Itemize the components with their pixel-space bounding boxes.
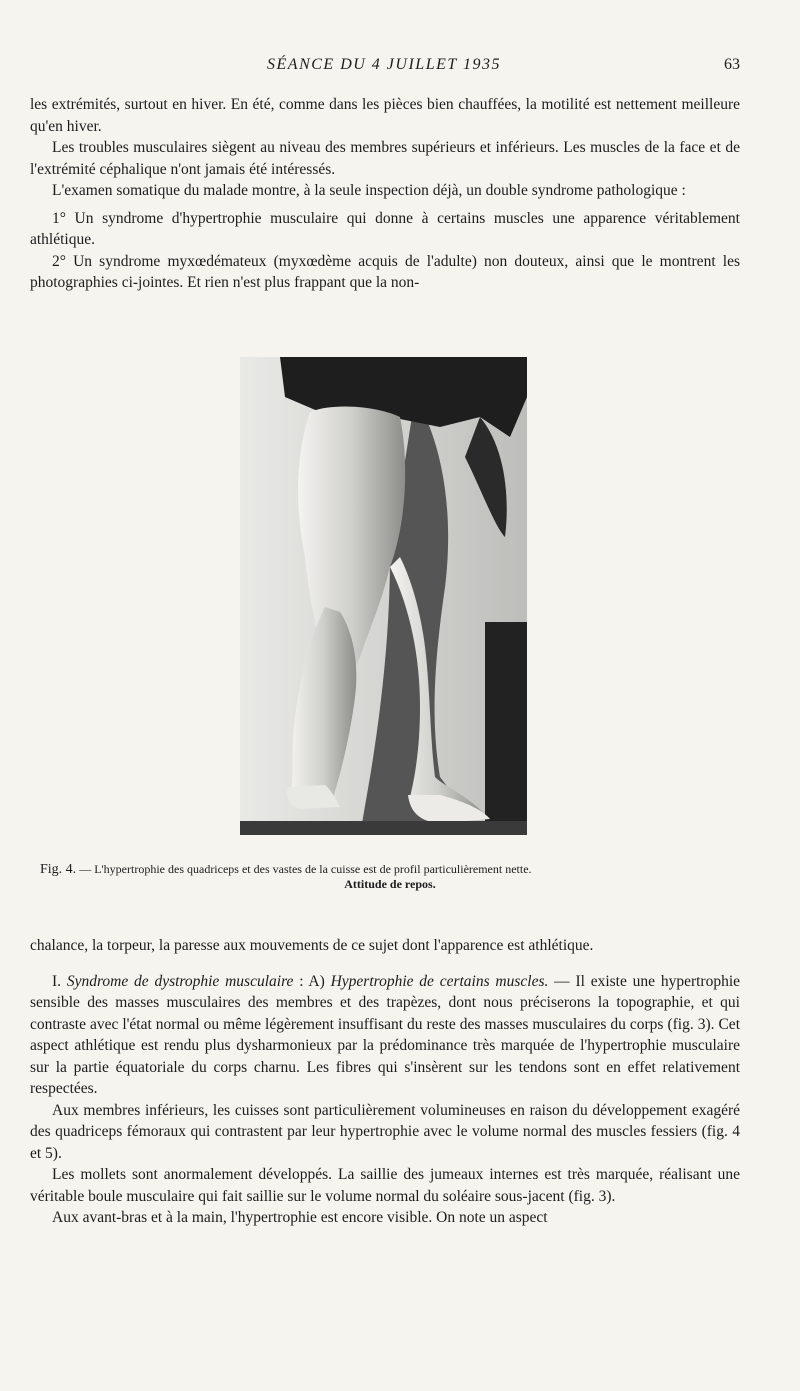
caption-line-2: Attitude de repos. [344, 877, 436, 891]
caption-text: — L'hypertrophie des quadriceps et des vastes de la cuisse est de profil particulièrement nette. [79, 862, 532, 876]
subsection-title: Hypertrophie de certains muscles. [330, 972, 549, 990]
caption-line-1 [40, 862, 740, 877]
section-title: Syndrome de dystrophie musculaire [66, 972, 294, 990]
page-number: 63 [724, 56, 740, 73]
bottom-text-block [30, 935, 740, 1229]
figure-label: Fig. 4. [40, 862, 77, 877]
leg-photograph [240, 357, 527, 835]
section-paragraph [30, 971, 740, 1100]
paragraph: chalance, la torpeur, la paresse aux mouvements de ce sujet dont l'apparence est athlétique. [30, 937, 594, 954]
paragraph: Aux avant-bras et à la main, l'hypertrophie est encore visible. On note un aspect [52, 1209, 548, 1226]
figure-caption [40, 862, 740, 892]
paragraph: Les troubles musculaires siègent au niveau des membres supérieurs et inférieurs. Les muscles de la face et de l'extrémité céphalique n'ont jamais été intéressés. [30, 139, 740, 178]
paragraph: Les mollets sont anormalement développés. La saillie des jumeaux internes est très marquée, réalisant une véritable boule musculaire qui fait saillie sur le volume normal du soléaire sous-jacent (fig. 3). [30, 1166, 740, 1205]
photo-image [240, 357, 527, 835]
page-header [28, 56, 740, 80]
section-separator: : A) [293, 972, 331, 990]
paragraph: L'examen somatique du malade montre, à la seule inspection déjà, un double syndrome pathologique : [52, 182, 686, 199]
paragraph: 1° Un syndrome d'hypertrophie musculaire qui donne à certains muscles une apparence véritablement athlétique. [30, 209, 740, 248]
paragraph: 2° Un syndrome myxœdémateux (myxœdème acquis de l'adulte) non douteux, ainsi que le montrent les photographies ci-jointes. Et rien n'est plus frappant que la non- [30, 252, 740, 291]
section-text: — Il existe une hypertrophie sensible des masses musculaires des membres et des trapèzes, dont nous préciserons la topographie, et qui contraste avec l'état normal ou même légèrement insuffisant du reste des masses musculaires du corps (fig. 3). Cet aspect athlétique est rendu plus dysharmonieux par la prédominance très marquée de l'hypertrophie musculaire sur la partie équatoriale du corps charnu. Les fibres qui s'insèrent sur les tendons sont en effet relativement respectées. [30, 972, 741, 1097]
running-title: SÉANCE DU 4 JUILLET 1935 [267, 56, 501, 73]
top-text-block [30, 94, 740, 294]
paragraph: Aux membres inférieurs, les cuisses sont particulièrement volumineuses en raison du développement exagéré des quadriceps fémoraux qui contrastent par leur hypertrophie avec le volume normal des muscles fessiers (fig. 4 et 5). [30, 1101, 740, 1162]
section-number: I. [52, 972, 62, 990]
paragraph: les extrémités, surtout en hiver. En été, comme dans les pièces bien chauffées, la motilité est nettement meilleure qu'en hiver. [30, 96, 740, 135]
